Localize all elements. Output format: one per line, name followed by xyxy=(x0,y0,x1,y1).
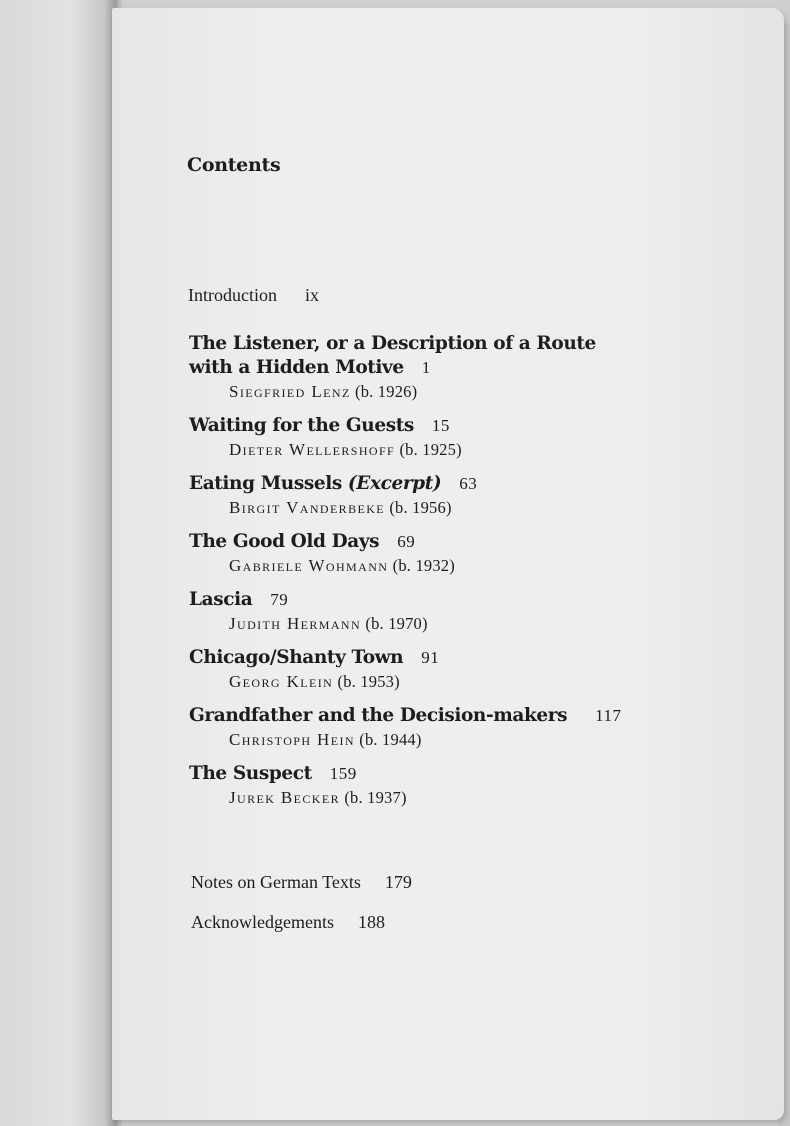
toc-entry xyxy=(189,588,659,636)
toc-entry-author: Jurek Becker (b. 1937) xyxy=(229,788,407,807)
toc-entry-author: Christoph Hein (b. 1944) xyxy=(229,730,422,749)
toc-entry xyxy=(189,332,659,404)
toc-entry xyxy=(189,414,659,462)
toc-back-item: Notes on German Texts 179 xyxy=(191,872,412,892)
toc-entry-title: Chicago/Shanty Town 91 xyxy=(189,647,440,668)
toc-entry-title: Lascia 79 xyxy=(189,589,289,610)
toc-back-item: Acknowledgements 188 xyxy=(191,912,385,932)
toc-entry xyxy=(189,646,659,694)
toc-entry xyxy=(189,704,659,752)
toc-entry-author: Georg Klein (b. 1953) xyxy=(229,672,400,691)
toc-entries xyxy=(189,332,659,820)
toc-introduction-title: Introduction xyxy=(188,285,277,305)
toc-entry xyxy=(189,530,659,578)
page-title: Contents xyxy=(187,154,281,176)
toc-entry-page: 63 xyxy=(459,474,478,493)
toc-entry-author: Siegfried Lenz (b. 1926) xyxy=(229,382,418,401)
toc-back-matter xyxy=(191,870,412,950)
toc-introduction xyxy=(188,285,319,306)
toc-entry-title: The Listener, or a Description of a Route with a Hidden Motive 1 xyxy=(189,333,596,378)
toc-back-page: 188 xyxy=(357,912,385,932)
toc-entry-page: 159 xyxy=(329,764,357,783)
toc-entry-page: 15 xyxy=(431,416,450,435)
toc-introduction-page: ix xyxy=(304,285,319,305)
toc-entry-page: 69 xyxy=(397,532,416,551)
toc-entry-author: Birgit Vanderbeke (b. 1956) xyxy=(229,498,452,517)
facing-page-edge xyxy=(0,0,118,1126)
toc-entry-page: 91 xyxy=(421,648,440,667)
toc-entry-title: Waiting for the Guests 15 xyxy=(189,415,450,436)
toc-entry-page: 117 xyxy=(595,706,622,725)
toc-entry-author: Judith Hermann (b. 1970) xyxy=(229,614,428,633)
toc-entry-title: The Suspect 159 xyxy=(189,763,357,784)
toc-back-page: 179 xyxy=(384,872,412,892)
toc-entry-title: Grandfather and the Decision-makers 117 xyxy=(189,705,622,726)
toc-entry-author: Gabriele Wohmann (b. 1932) xyxy=(229,556,455,575)
toc-entry xyxy=(189,762,659,810)
toc-entry-author: Dieter Wellershoff (b. 1925) xyxy=(229,440,462,459)
toc-entry-title: Eating Mussels (Excerpt) 63 xyxy=(189,473,478,494)
toc-entry xyxy=(189,472,659,520)
toc-entry-page: 1 xyxy=(421,358,431,377)
toc-entry-title: The Good Old Days 69 xyxy=(189,531,416,552)
toc-entry-page: 79 xyxy=(270,590,289,609)
